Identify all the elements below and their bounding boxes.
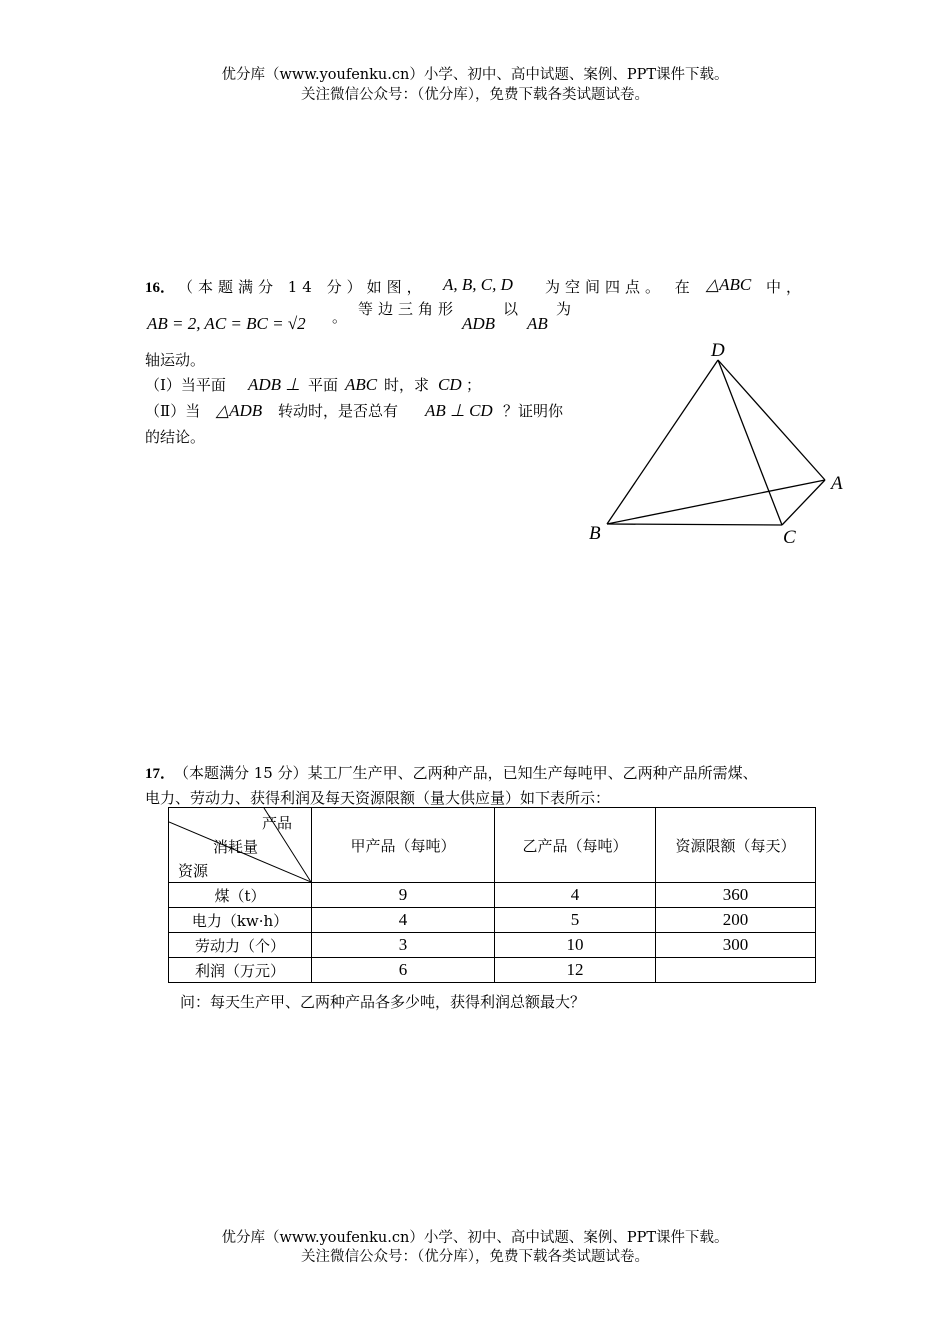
q16-number: 16． (145, 280, 176, 296)
q17-number: 17． (145, 766, 176, 782)
footer-line-2: 关注微信公众号：（优分库），免费下载各类试题试卷。 (301, 1249, 649, 1265)
row-label: 劳动力（个） (169, 933, 312, 958)
q16-part1-prefix: （Ⅰ）当平面 (145, 376, 226, 394)
q16-points-tail: 为空间四点。 在 (545, 278, 695, 296)
q16-part1-plane2: ABC (345, 375, 378, 394)
q16-wei: 为 (556, 300, 572, 318)
q16-yi: 以 (503, 300, 519, 318)
q16-part2-tail: ？证明你 (503, 402, 564, 420)
q17-line1: （本题满分 15 分）某工厂生产甲、乙两种产品，已知生产每吨甲、乙两种产品所需煤、 (174, 764, 758, 782)
q16-part1-tail: 时，求 (384, 376, 430, 394)
label-a: A (831, 473, 843, 494)
q16-given: AB = 2, AC = BC = √2 (147, 314, 306, 333)
q17-question: 问：每天生产甲、乙两种产品各多少吨，获得利润总额最大？ (180, 993, 586, 1011)
col-header-product-b: 乙产品（每吨） (495, 808, 656, 883)
resource-table (168, 807, 816, 983)
q16-zhong: 中， (766, 278, 807, 296)
corner-consumption: 消耗量 (213, 838, 259, 856)
col-header-product-a: 甲产品（每吨） (312, 808, 495, 883)
q16-part2-line2: 的结论。 (145, 428, 206, 446)
col-header-limit: 资源限额（每天） (656, 808, 816, 883)
q17-line2: 电力、劳动力、获得利润及每天资源限额（量大供应量）如下表所示： (145, 789, 611, 807)
q16-part1-mid: 平面 (308, 376, 339, 394)
header-line-2: 关注微信公众号：（优分库），免费下载各类试题试卷。 (301, 87, 649, 103)
edge-da (718, 360, 825, 480)
table-header-row (169, 808, 816, 883)
label-b: B (589, 523, 601, 544)
q16-part2-triangle: △ADB (216, 401, 263, 420)
q16-period: 。 (332, 308, 348, 326)
cell-limit: 200 (656, 908, 816, 933)
table-row (169, 908, 816, 933)
cell-b: 12 (495, 958, 656, 983)
tetrahedron-figure (580, 335, 850, 555)
q16-equilateral: 等边三角形 (358, 300, 459, 318)
q16-adb: ADB (462, 314, 496, 333)
cell-limit: 300 (656, 933, 816, 958)
cell-b: 5 (495, 908, 656, 933)
q16-points: A, B, C, D (443, 275, 513, 294)
footer-line-1: 优分库（www.youfenku.cn）小学、初中、高中试题、案例、PPT课件下载。 (221, 1230, 729, 1246)
edge-bc (607, 524, 782, 525)
edge-ba (607, 480, 825, 524)
cell-a: 3 (312, 933, 495, 958)
q16-part1-end: ； (466, 376, 482, 394)
q16-triangle-abc: △ABC (706, 275, 752, 294)
q16-part2-relation: AB ⊥ CD (425, 401, 493, 420)
table-row (169, 958, 816, 983)
q16-score: （本题满分 14 分）如图， (178, 278, 427, 296)
label-d: D (711, 340, 725, 361)
q16-ab: AB (527, 314, 548, 333)
cell-limit: 360 (656, 883, 816, 908)
row-label: 利润（万元） (169, 958, 312, 983)
cell-b: 10 (495, 933, 656, 958)
cell-b: 4 (495, 883, 656, 908)
cell-a: 4 (312, 908, 495, 933)
q16-part1-plane1: ADB ⊥ (248, 375, 301, 394)
q16-part2-prefix: （Ⅱ）当 (145, 402, 201, 420)
label-c: C (783, 527, 796, 548)
table-corner-cell (169, 808, 312, 883)
table-row (169, 933, 816, 958)
header-line-1: 优分库（www.youfenku.cn）小学、初中、高中试题、案例、PPT课件下载。 (221, 67, 729, 83)
table-row (169, 883, 816, 908)
corner-resource: 资源 (178, 862, 209, 880)
q16-axis: 轴运动。 (145, 351, 206, 369)
cell-a: 6 (312, 958, 495, 983)
edge-db (607, 360, 718, 524)
cell-a: 9 (312, 883, 495, 908)
q16-part1-cd: CD (438, 375, 462, 394)
row-label: 煤（t） (169, 883, 312, 908)
corner-product: 产品 (262, 814, 293, 832)
cell-limit (656, 958, 816, 983)
q16-part2-mid: 转动时，是否总有 (278, 402, 399, 420)
row-label: 电力（kw·h） (169, 908, 312, 933)
